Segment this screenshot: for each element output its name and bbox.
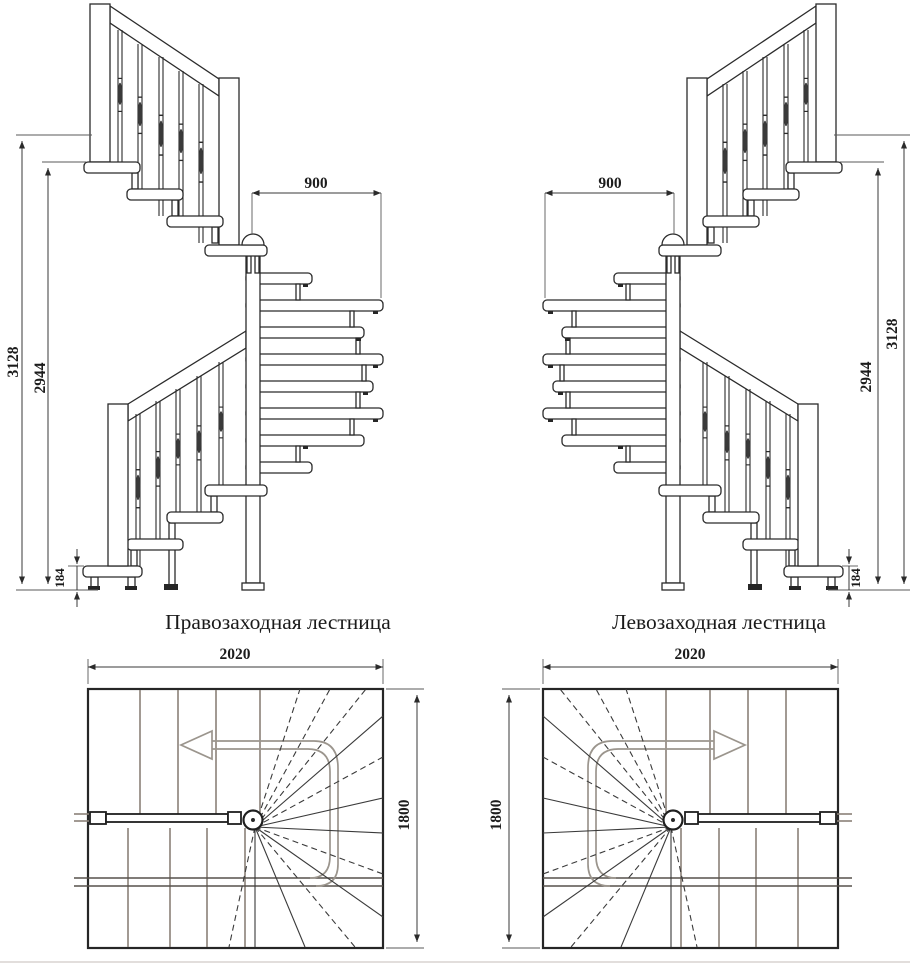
- dim-plan-width-left: 2020: [219, 646, 251, 663]
- plan-right-turning: [74, 659, 424, 948]
- elevation-left-turning: [543, 4, 910, 607]
- dim-plan-depth-left: 1800: [396, 799, 413, 831]
- dim-total-height-left: 3128: [5, 346, 22, 378]
- caption-right-turning-stair: Правозаходная лестница: [165, 610, 391, 634]
- dim-step-height-left: 184: [52, 568, 67, 588]
- elevation-right-turning: [16, 4, 383, 607]
- dim-step-width-left: 900: [304, 175, 328, 192]
- dim-flight-height-left: 2944: [32, 362, 49, 394]
- dim-plan-depth-right: 1800: [488, 799, 505, 831]
- dim-step-width-right: 900: [598, 175, 622, 192]
- dim-flight-height-right: 2944: [858, 361, 875, 393]
- caption-left-turning-stair: Левозаходная лестница: [612, 610, 826, 634]
- plan-left-turning: [502, 659, 852, 948]
- dim-plan-width-right: 2020: [674, 646, 706, 663]
- dim-total-height-right: 3128: [884, 318, 901, 350]
- dim-step-height-right: 184: [848, 568, 863, 588]
